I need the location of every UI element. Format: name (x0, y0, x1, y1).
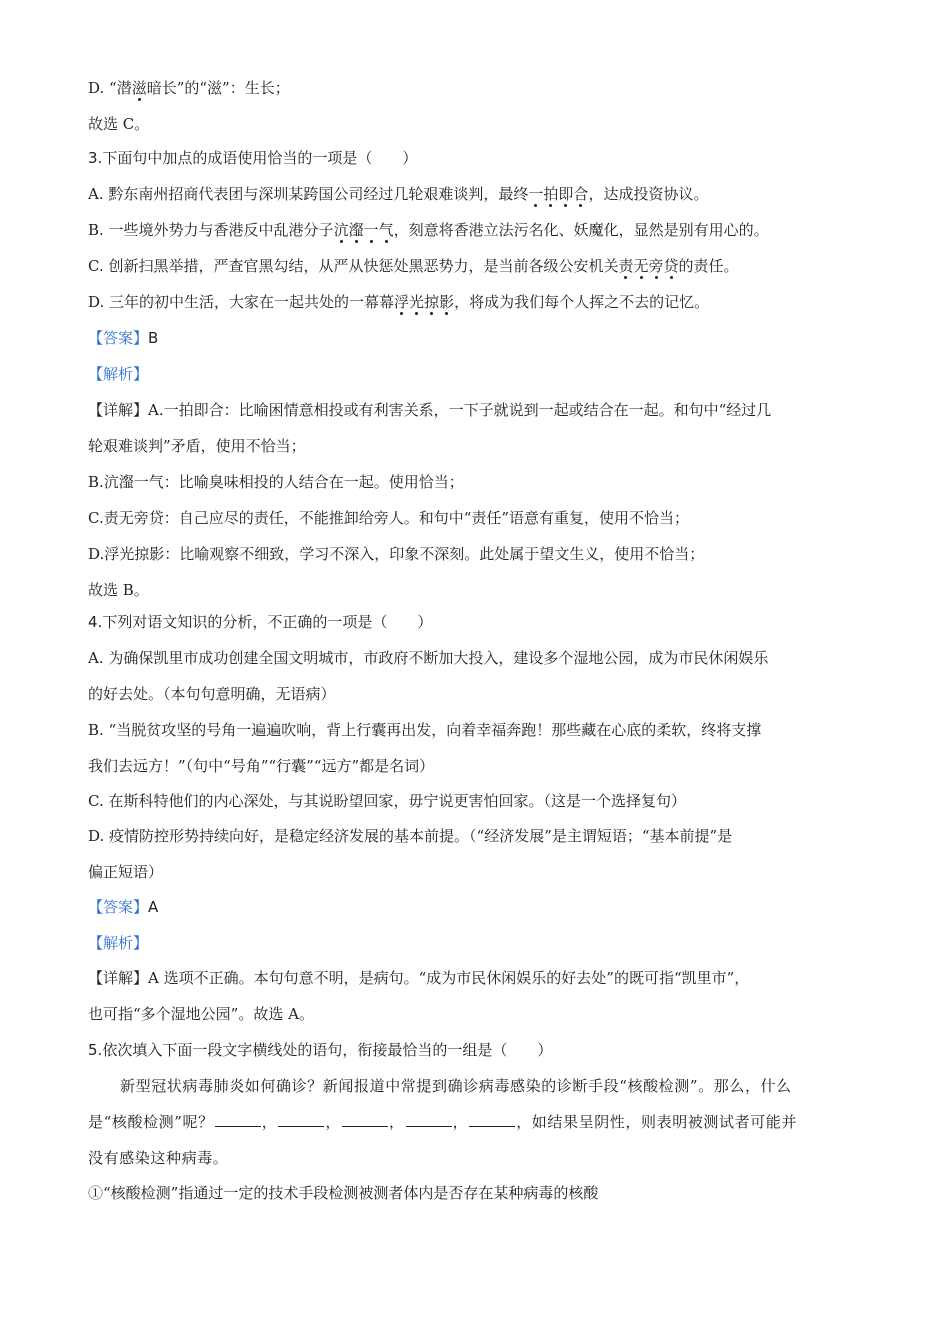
dotted-char: 合 (573, 185, 589, 203)
q4-option-a-line2: 的好去处。（本句句意明确，无语病） (88, 685, 336, 703)
question-number: 3. (88, 149, 103, 167)
q3-detail-5: D.浮光掠影：比喻观察不细致，学习不深入，印象不深刻。此处属于望文生义，使用不恰当； (88, 545, 705, 563)
q4-option-a-line1: A. 为确保凯里市成功创建全国文明城市，市政府不断加大投入，建设多个湿地公园，成为市民休闲娱乐 (88, 649, 769, 667)
q3-detail-3: B.沆瀣一气：比喻臭味相投的人结合在一起。使用恰当； (88, 473, 464, 491)
answer-blank (278, 1112, 324, 1127)
q3-detail-2: 轮艰难谈判”矛盾，使用不恰当； (88, 437, 306, 455)
answer-tag: 【答案】 (88, 329, 149, 347)
q3-option-b: B. 一些境外势力与香港反中乱港分子沆瀣一气，刻意将香港立法污名化、妖魔化，显然是别有用心的。 (88, 221, 769, 239)
q2-option-d: D. “潜滋暗长”的“滋”：生长； (88, 79, 290, 97)
q4-detail-1: 【详解】A 选项不正确。本句句意不明，是病句。“成为市民休闲娱乐的好去处”的既可指“凯里市”， (88, 969, 750, 987)
question-number: 5. (88, 1041, 103, 1059)
dotted-char: 气 (378, 221, 394, 239)
answer-blank (215, 1112, 261, 1127)
answer-blank (406, 1112, 452, 1127)
q4-detail-2: 也可指“多个湿地公园”。故选 A。 (88, 1005, 314, 1023)
dotted-char: 即 (558, 185, 574, 203)
q4-option-d-line1: D. 疫情防控形势持续向好，是稳定经济发展的基本前提。（“经济发展”是主谓短语；“基本前提”是 (88, 827, 733, 845)
q4-answer (88, 897, 158, 917)
q5-passage-line3: 没有感染这种病毒。 (88, 1149, 229, 1167)
dotted-char: 贷 (663, 257, 679, 275)
answer-value: B (148, 329, 159, 347)
dotted-char: 影 (439, 293, 455, 311)
q5-passage-line1: 新型冠状病毒肺炎如何确诊？新闻报道中常提到确诊病毒感染的诊断手段“核酸检测”。那么，什么 (120, 1077, 792, 1095)
dotted-char: 沆 (333, 221, 349, 239)
q3-detail-1: 【详解】A.一拍即合：比喻困情意相投或有利害关系，一下子就说到一起或结合在一起。和句中“经过几 (88, 401, 772, 419)
q3-analysis-tag: 【解析】 (88, 365, 149, 383)
dotted-char: 一 (528, 185, 544, 203)
answer-value: A (148, 898, 159, 916)
dotted-char: 光 (409, 293, 425, 311)
q4-option-b-line1: B. “当脱贫攻坚的号角一遍遍吹响，背上行囊再出发，向着幸福奔跑！那些藏在心底的柔软，终将支撑 (88, 721, 762, 739)
q5-item-1: ①“核酸检测”指通过一定的技术手段检测被测者体内是否存在某种病毒的核酸 (88, 1184, 599, 1202)
dotted-char: 无 (633, 257, 649, 275)
q4-option-b-line2: 我们去远方！”（句中“号角”“行囊”“远方”都是名词） (88, 757, 435, 775)
detail-tag: 【详解】 (88, 969, 149, 987)
q3-conclusion: 故选 B。 (88, 581, 149, 599)
q3-stem: 3.下面句中加点的成语使用恰当的一项是（ ） (88, 149, 418, 167)
dotted-char: 掠 (424, 293, 440, 311)
answer-blank (342, 1112, 388, 1127)
dotted-char: 滋 (131, 79, 147, 97)
q5-stem: 5.依次填入下面一段文字横线处的语句，衔接最恰当的一组是（ ） (88, 1041, 553, 1059)
dotted-char: 一 (363, 221, 379, 239)
question-number: 4. (88, 613, 103, 631)
answer-blank (469, 1112, 515, 1127)
q3-option-a: A. 黔东南州招商代表团与深圳某跨国公司经过几轮艰难谈判，最终一拍即合，达成投资协议。 (88, 185, 709, 203)
q3-detail-4: C.责无旁贷：自己应尽的责任，不能推卸给旁人。和句中“责任”语意有重复，使用不恰当； (88, 509, 690, 527)
dotted-char: 旁 (648, 257, 664, 275)
q4-option-d-line2: 偏正短语） (88, 863, 164, 881)
q2-conclusion: 故选 C。 (88, 115, 150, 133)
q3-answer (88, 328, 158, 348)
dotted-char: 责 (618, 257, 634, 275)
dotted-char: 浮 (394, 293, 410, 311)
q3-option-c: C. 创新扫黑举措，严查官黑勾结，从严从快惩处黑恶势力，是当前各级公安机关责无旁贷的责任。 (88, 257, 739, 275)
q4-stem: 4.下列对语文知识的分析，不正确的一项是（ ） (88, 613, 433, 631)
q5-passage-line2: 是“核酸检测”呢？ ， ， ， ， ，如结果呈阴性，则表明被测试者可能并 (88, 1113, 797, 1131)
q4-option-c: C. 在斯科特他们的内心深处，与其说盼望回家，毋宁说更害怕回家。（这是一个选择复句） (88, 792, 686, 810)
dotted-char: 拍 (543, 185, 559, 203)
q3-option-d: D. 三年的初中生活，大家在一起共处的一幕幕浮光掠影，将成为我们每个人挥之不去的记忆。 (88, 293, 710, 311)
q4-analysis-tag: 【解析】 (88, 934, 149, 952)
detail-tag: 【详解】 (88, 401, 149, 419)
answer-tag: 【答案】 (88, 898, 149, 916)
dotted-char: 瀣 (348, 221, 364, 239)
